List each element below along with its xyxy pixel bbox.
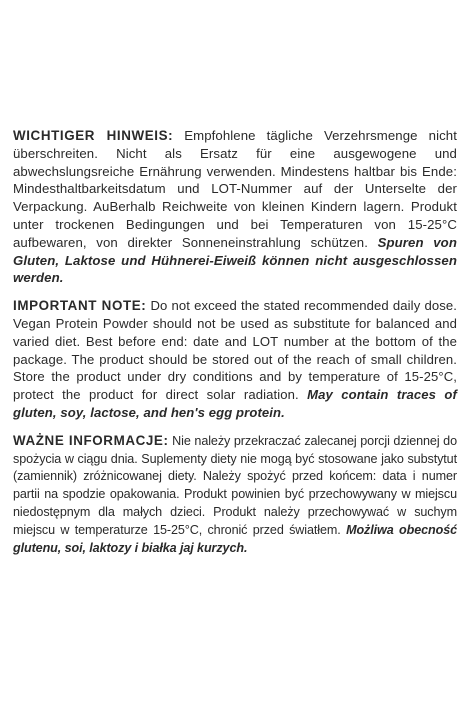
label-text-panel [13, 127, 457, 567]
notice-english-body: Do not exceed the stated recommended daily dose. Vegan Protein Powder should not be used as substitute for balanced and varied diet. Best before end: date and LOT number at the bottom of the package. The product should be stored out of the reach of small children. Store the product under dry conditions and by temperature of 15-25°C, protect the product for direct solar radiation. [13, 298, 457, 403]
notice-polish-allergens: Możliwa obecność glutenu, soi, laktozy i białka jaj kurzych. [13, 522, 458, 555]
notice-polish [13, 432, 457, 558]
notice-german [13, 127, 457, 287]
notice-polish-heading: WAŻNE INFORMACJE: [13, 432, 169, 448]
notice-polish-body: Nie należy przekraczać zalecanej porcji dziennej do spożycia w ciągu dnia. Suplementy diety nie mogą być stosowane jako substytut (zamiennik) zróżnicowanej diety. Należy spożyć przed końcem: data i numer partii na spodzie opakowania. Produkt powinien być przechowywany w miejscu niedostępnym dla małych dzieci. Produkt należy przechowywać w suchym miejscu w temperaturze 15-25°C, chronić przed światłem. [13, 433, 457, 537]
notice-english-allergens: May contain traces of gluten, soy, lactose, and hen's egg protein. [13, 387, 457, 420]
notice-english [13, 297, 457, 422]
notice-german-heading: WICHTIGER HINWEIS: [13, 128, 174, 143]
notice-german-body: Empfohlene tägliche Verzehrsmenge nicht überschreiten. Nicht als Ersatz für eine ausgewogene und abwechslungsreiche Ernährung verwenden. Mindestens haltbar bis Ende: Mindesthaltbarkeitsdatum und LOT-Nummer auf der Unterselte der Verpackung. AuBerhalb Reichweite von kleinen Kindern lagern. Produkt unter trockenen Bedingungen und bei Temperaturen von 15-25°C aufbewaren, von direkter Sonneneinstrahlung schützen. [13, 128, 457, 250]
notice-german-allergens: Spuren von Gluten, Laktose und Hühnerei-Eiweiß können nicht ausgeschlossen werden. [13, 234, 457, 286]
notice-english-heading: IMPORTANT NOTE: [13, 298, 147, 314]
